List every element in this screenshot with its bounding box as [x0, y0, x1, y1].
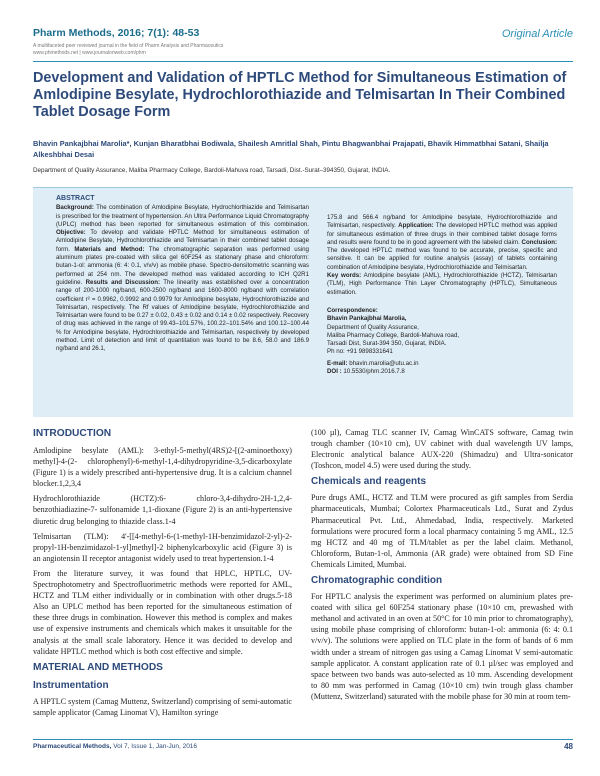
- journal-citation: Pharm Methods, 2016; 7(1): 48-53: [33, 27, 200, 39]
- footer-citation: [33, 743, 197, 750]
- application-text: The developed HPTLC method was applied for simultaneous estimation of three drugs in their combined tablet dosage forms and results were found to be in good agreement with the labeled claim.: [327, 222, 557, 246]
- conclusion-label: Conclusion:: [521, 238, 557, 246]
- objective-text: To develop and validate HPTLC Method for simultaneous estimation of Amlodipine Besylate, Hydrochlorothiazide and Telmisartan in their combined tablet dosage form.: [56, 229, 309, 253]
- keywords-text: Amlodipine besylate (AML), Hydrochlorothiazide (HCTZ), Telmisartan (TLM), High Performance Thin Layer Chromatography (HPTLC), Simultaneous estimation.: [327, 272, 557, 296]
- keywords: [327, 272, 557, 297]
- paragraph: Amlodipine besylate (AML): 3-ethyl-5-methyl(4RS)2-[(2-aminoethoxy) methyl]-4-(2- chlorophenyl)-6-methyl-1,4-dihydropyridine-3,5-dicarboxylate (Figure 1) is a widely prescribed anti-hypertensive drug. It is a calcium channel blocker.1,2,3,4: [33, 446, 292, 489]
- doi-link[interactable]: 10.5530/phm.2016.7.8: [343, 368, 405, 376]
- paragraph: (100 µl), Camag TLC scanner IV, Camag WinCATS software, Camag twin trough chamber (10×10 cm), UV cabinet with dual wavelength UV lamps, Electronic analytical balance AUX-220 (Shimadzu) and Ultra-sonicator (Toshcon, model 4.5) were used during the study.: [311, 428, 573, 471]
- paragraph: Pure drugs AML, HCTZ and TLM were procured as gift samples from Serdia pharmaceuticals, Mumbai; Colortex Pharmaceuticals Ltd., Surat and Zydus Pharmaceutical Pvt. Ltd., Ahmedabad, India, respectively. Marketed formulations were procured form a local pharmacy containing 5 mg AML, 12.5 mg HCTZ and 40 mg of TLM/tablet as per the label claim. Methanol, Chloroform, Butan-1-ol, Ammonia (AR grade) were obtained from SD Fine Chemicals Limited, Mumbai.: [311, 493, 573, 569]
- journal-tagline: A multifaceted peer reviewed journal in the field of Pharm Analysis and Pharmaceutics: [33, 43, 224, 49]
- subsection-heading-instrumentation: Instrumentation: [33, 679, 109, 691]
- objective-label: Objective:: [56, 229, 86, 237]
- paragraph: For HPTLC analysis the experiment was performed on aluminium plates pre-coated with silica gel 60F254 stationary phase (10×10 cm, prewashed with methanol and activated in an oven at 50°C for 10 min prior to chromatography), using mobile phase comprising of chloroform: butan-1-ol: ammonia (6: 4: 0.1 v/v/v). The solutions were applied on TLC plate in the form of bands of 6 mm width under a stream of nitrogen gas using a Camag Linomat V semi-automatic sample applicator. A constant application rate of 0.1 µl/sec was employed and space between two bands was auto-selected as 10 mm. Ascending development to 80 mm was performed in Camag (10×10 cm) twin trough glass chamber (Muttenz, Switzerland) saturated with the mobile phase for 30 min at room tem-: [311, 592, 573, 701]
- email-label: E-mail:: [327, 359, 348, 367]
- body-left-column: [33, 427, 292, 722]
- results-label: Results and Discussion:: [85, 278, 161, 286]
- article-title: Development and Validation of HPTLC Method for Simultaneous Estimation of Amlodipine Besylate, Hydrochlorothiazide and Telmisartan In Their Combined Tablet Dosage Form: [33, 70, 567, 120]
- footer-issue: Vol 7, Issue 1, Jan-Jun, 2016: [113, 743, 198, 750]
- abstract-heading: ABSTRACT: [56, 195, 95, 202]
- paragraph: A HPTLC system (Camag Muttenz, Switzerland) comprising of semi-automatic sample applicator (Camag Linomat V), Hamilton syringe: [33, 696, 292, 717]
- affiliation: Department of Quality Assurance, Maliba Pharmacy College, Bardoli-Mahuva road, Tarsadi, Dist.-Surat–394350, Gujarat, INDIA.: [33, 167, 391, 174]
- section-heading-methods: MATERIAL AND METHODS: [33, 661, 163, 673]
- abstract-text-cont: [327, 214, 557, 272]
- paragraph: From the literature survey, it was found that HPLC, HPTLC, UV-Spectrophotometry and Spectrofluorimetric methods were reported for AML, HCTZ and TLM either individually or in combination with other drugs.5-18 Also an UPLC method has been reported for the simultaneous estimation of these three drugs in combination. However this method is complex and makes use of expensive instruments and chemicals which makes it unsuitable for the analysis at the small scale laboratory. Hence it was decided to develop and validate HPTLC method which is both cost effective and simple.: [33, 568, 292, 656]
- correspondence-line: Maliba Pharmacy College, Bardoli-Mahuva road,: [327, 331, 460, 339]
- email-link[interactable]: bhavin.marolia@utu.ac.in: [349, 359, 419, 367]
- correspondence-phone: Ph no: +91 9898331641: [327, 348, 393, 356]
- correspondence-line: Tarsadi Dist, Surat-394 350, Gujarat, INDIA.: [327, 340, 447, 348]
- keywords-label: Key words:: [327, 272, 362, 280]
- subsection-heading-chemicals: Chemicals and reagents: [311, 476, 427, 488]
- correspondence: [327, 307, 557, 376]
- background-label: Background:: [56, 204, 94, 212]
- abstract-right-column: [327, 214, 557, 376]
- doi: [327, 368, 557, 376]
- application-label: Application:: [398, 222, 434, 230]
- materials-text: The chromatographic separation was performed using aluminum plates pre-coated with silica gel 60F254 as stationary phase and chloroform: butan-1-ol: ammonia (6: 4: 0.1, v/v/v) as mobile phase. Spectro-densitometric scanning was performed at 254 nm. The developed method was validated according to ICH Q2R1 guideline.: [56, 245, 309, 286]
- background-text: The combination of Amlodipine Besylate, Hydrochlorthiazide and Telmisartan is prescribed for the treatment of hypertension. An Ultra Performance Liquid Chromatography (UPLC) method has been reported for simultaneous estimation of this combination.: [56, 204, 309, 228]
- footer-journal: Pharmaceutical Methods,: [33, 743, 112, 750]
- correspondence-name: Bhavin Pankajbhai Marolia,: [327, 315, 407, 323]
- abstract-text: [56, 204, 309, 353]
- journal-website[interactable]: www.phmethods.net | www.journalonweb.com/phm: [33, 50, 146, 56]
- paragraph: Telmisartan (TLM): 4'-[[4-methyl-6-(1-methyl-1H-benzimidazol-2-yl)-2-propyl-1H-benzimidazol-1-yl]methyl]-2 biphenylcarboxylic acid (Figure 3) is an angiotensin II receptor antagonist widely used to treat hypertension.1-4: [33, 531, 292, 563]
- paragraph: Hydrochlorothiazide (HCTZ):6- chloro-3,4-dihydro-2H-1,2,4-benzothiadiazine-7- sulfonamide 1,1-dioxane (Figure 2) is an anti-hypertensive diuretic drug belonging to thiazide class.1-4: [33, 494, 292, 526]
- correspondence-label: Correspondence:: [327, 306, 378, 314]
- conclusion-text: The developed HPTLC method was found to be accurate, precise, specific and sensitive. It can be applied for routine analysis (assay) of tablets containing combination of Amlodipine besylate, Hydrochlorothiazide and Telmisartan.: [327, 247, 557, 271]
- results-text: The linearity was established over a concentration range of 200-1000 ng/band, 600-2500 ng/band and 1600-8000 ng/band with correlation coefficient r² = 0.9962, 0.9992 and 0.9979 for Amlodipine besylate, Hydrochlorothiazide and Telmisartan, respectively. The Rf values of Amlodipine besylate, Hydrochlorothiazide and Telmisartan were found to be 0.27 ± 0.02, 0.43 ± 0.02 and 0.14 ± 0.02 respectively. Recovery of drug was achieved in the range of 99.43–101.57%, 100.22–101.54% and 100.12–100.44 % for Amlodipine besylate, Hydrochlorothiazide and Telmisartan, respectively by developed method. Limit of detection and limit of quantitation was found to be 8.6, 58.0 and 186.9 ng/band and 26.1,: [56, 278, 309, 353]
- abstract-box: [33, 187, 573, 417]
- footer-divider: [33, 739, 573, 740]
- abstract-left-column: [56, 195, 309, 354]
- page-header: [33, 27, 573, 67]
- header-divider: [33, 61, 573, 62]
- results-text-cont: 175.8 and 566.4 ng/band for Amlodipine besylate, Hydrochlorothiazide and Telmisartan, respectively.: [327, 214, 557, 230]
- materials-label: Materials and Method:: [74, 245, 145, 253]
- article-type: Original Article: [501, 28, 573, 40]
- correspondence-line: Department of Quality Assurance,: [327, 323, 419, 331]
- body-right-column: [311, 427, 573, 706]
- subsection-heading-chromatographic: Chromatographic condition: [311, 575, 443, 587]
- correspondence-email: [327, 360, 557, 368]
- page-number: 48: [564, 742, 573, 751]
- author-list: Bhavin Pankajbhai Marolia*, Kunjan Bharatbhai Bodiwala, Shailesh Amritlal Shah, Pintu Bhagwanbhai Prajapati, Bhavik Himmatbhai Satani, Shailja Alkeshbhai Desai: [33, 139, 549, 159]
- section-heading-introduction: INTRODUCTION: [33, 428, 112, 439]
- doi-label: DOI :: [327, 368, 342, 376]
